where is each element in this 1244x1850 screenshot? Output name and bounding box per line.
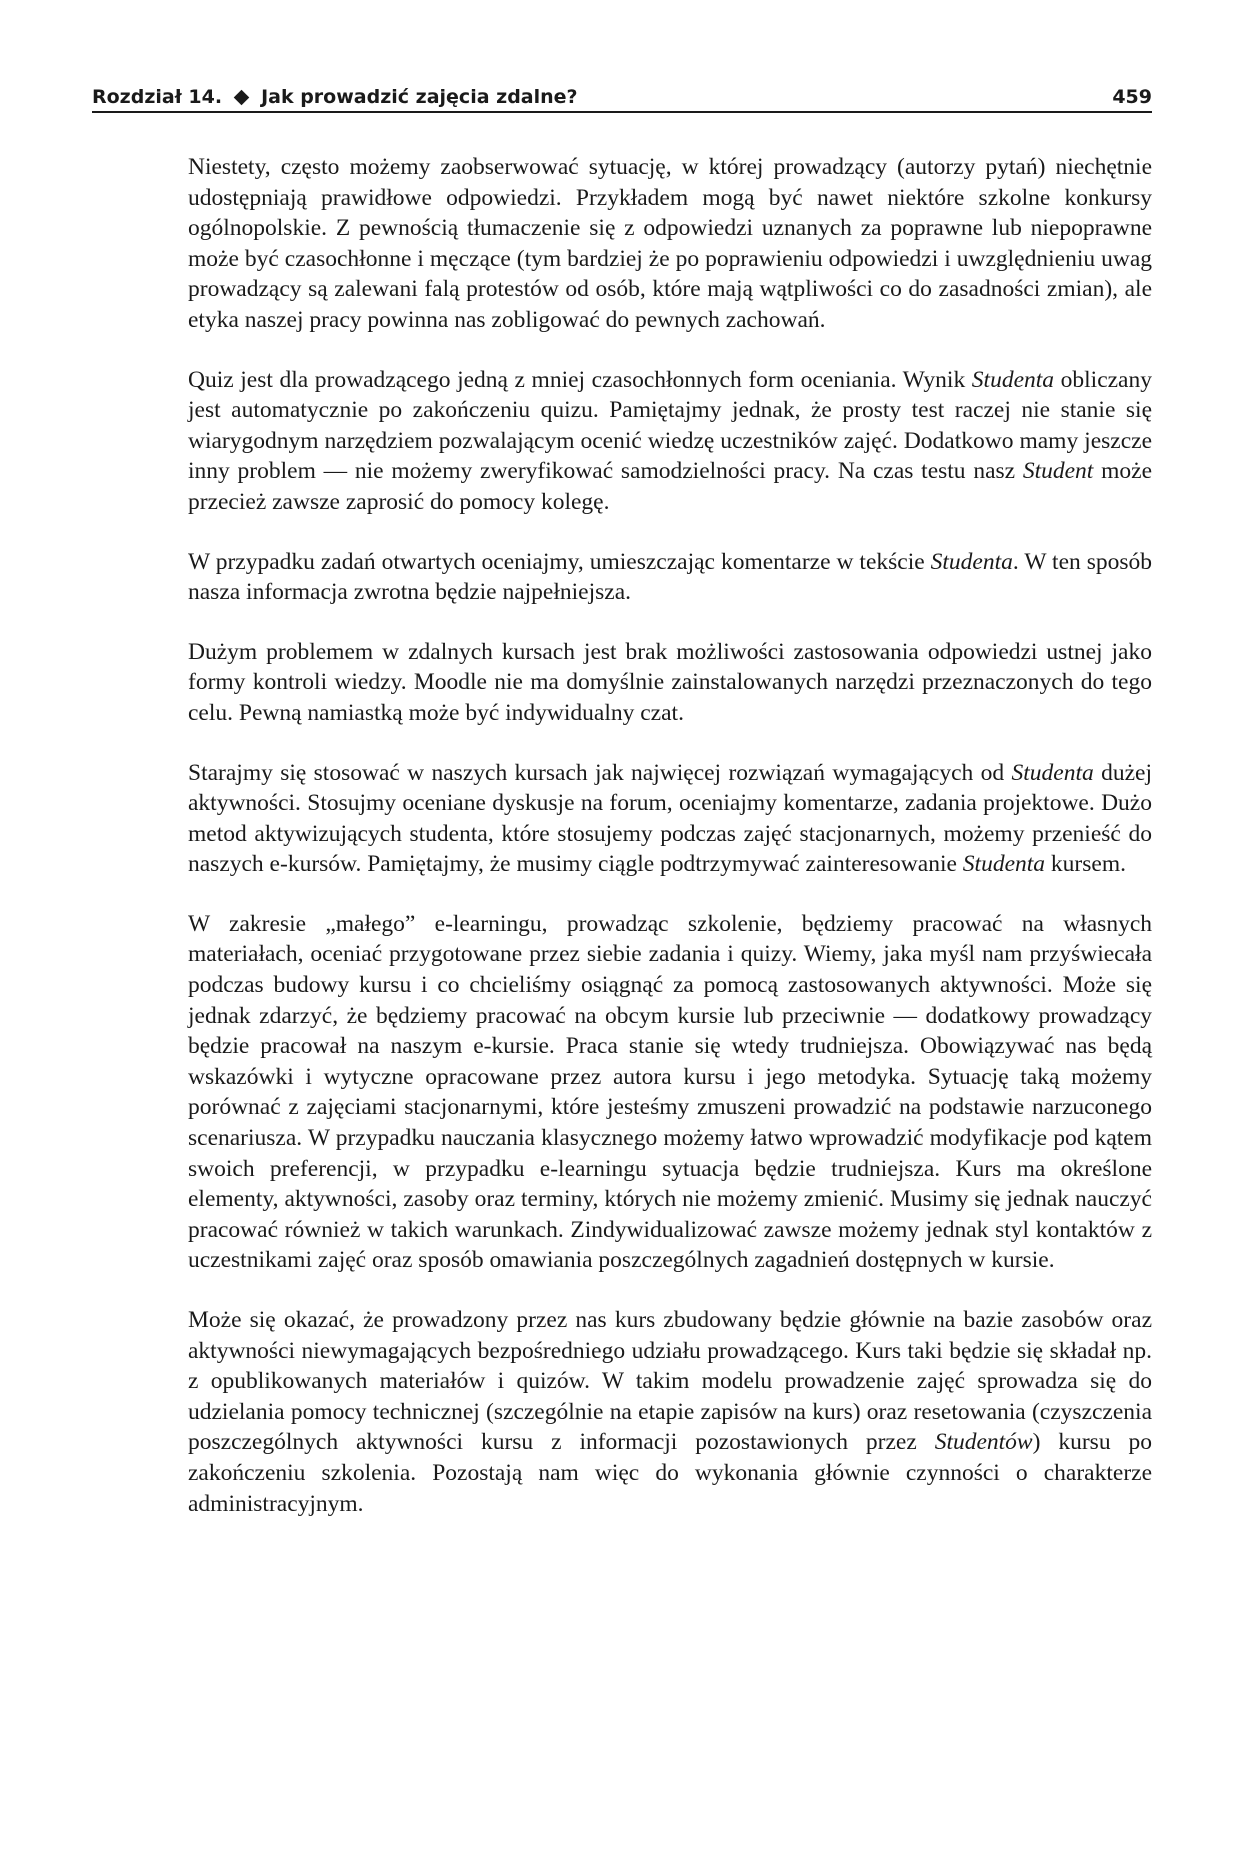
paragraph xyxy=(188,637,1152,729)
body-text xyxy=(188,152,1152,1548)
text-run: obliczany jest automatycznie po zakończeniu quizu. Pamiętajmy jednak, że prosty test raczej nie stanie się wiarygodnym narzędziem pozwalającym ocenić wiedzę uczestników zajęć. Dodatkowo mamy jeszcze inny problem — nie możemy zweryfikować samodzielności pracy. Na czas testu nasz xyxy=(188,366,1152,485)
italic-term: Studenta xyxy=(971,366,1055,393)
text-run: ) kursu po zakończeniu szkolenia. Pozostają nam więc do wykonania głównie czynności o charakterze administracyjnym. xyxy=(188,1429,1152,1517)
italic-term: Studenta xyxy=(962,851,1046,878)
chapter-title: Jak prowadzić zajęcia zdalne? xyxy=(261,86,578,108)
paragraph xyxy=(188,1305,1152,1519)
running-head-left xyxy=(92,86,578,108)
text-run: Quiz jest dla prowadzącego jedną z mniej czasochłonnych form oceniania. Wynik xyxy=(188,366,972,393)
text-run: W przypadku zadań otwartych oceniajmy, umieszczając komentarze w tekście xyxy=(188,548,931,575)
chapter-label: Rozdział 14. xyxy=(92,86,223,108)
italic-term: Studenta xyxy=(930,548,1013,575)
paragraph xyxy=(188,909,1152,1276)
italic-term: Student xyxy=(1022,458,1094,485)
text-run: W zakresie „małego” e-learningu, prowadząc szkolenie, będziemy pracować na własnych materiałach, oceniać przygotowane przez siebie zadania i quizy. Wiemy, jaka myśl nam przyświecała podczas budowy kursu i co chcieliśmy osiągnąć za pomocą zastosowanych aktywności. Może się jednak zdarzyć, że będziemy pracować na obcym kursie lub przeciwnie — dodatkowy prowadzący będzie pracował na naszym e-kursie. Praca stanie się wtedy trudniejsza. Obowiązywać nas będą wskazówki i wytyczne opracowane przez autora kursu i jego metodyka. Sytuację taką możemy porównać z zajęciami stacjonarnymi, które jesteśmy zmuszeni prowadzić na podstawie narzuconego scenariusza. W przypadku nauczania klasycznego możemy łatwo wprowadzić modyfikacje pod kątem swoich preferencji, w przypadku e-learningu sytuacja będzie trudniejsza. Kurs ma określone elementy, aktywności, zasoby oraz terminy, których nie możemy zmienić. Musimy się jednak nauczyć pracować również w takich warunkach. Zindywidualizować zawsze możemy jednak styl kontaktów z uczestnikami zajęć oraz sposób omawiania poszczególnych zagadnień dostępnych w kursie. xyxy=(188,910,1152,1274)
page-number: 459 xyxy=(1112,86,1152,108)
text-run: . W ten sposób nasza informacja zwrotna będzie najpełniejsza. xyxy=(188,548,1152,606)
text-run: dużej aktywności. Stosujmy oceniane dyskusje na forum, oceniajmy komentarze, zadania projektowe. Dużo metod aktywizujących studenta, które stosujemy podczas zajęć stacjonarnych, możemy przenieść do naszych e-kursów. Pamiętajmy, że musimy ciągle podtrzymywać zainteresowanie xyxy=(188,759,1152,878)
text-run: Dużym problemem w zdalnych kursach jest brak możliwości zastosowania odpowiedzi ustnej jako formy kontroli wiedzy. Moodle nie ma domyślnie zainstalowanych narzędzi przeznaczonych do tego celu. Pewną namiastką może być indywidualny czat. xyxy=(188,638,1152,726)
paragraph xyxy=(188,547,1152,608)
text-run: Może się okazać, że prowadzony przez nas kurs zbudowany będzie głównie na bazie zasobów oraz aktywności niewymagających bezpośredniego udziału prowadzącego. Kurs taki będzie się składał np. z opublikowanych materiałów i quizów. W takim modelu prowadzenie zajęć sprowadza się do udzielania pomocy technicznej (szczególnie na etapie zapisów na kurs) oraz resetowania (czyszczenia poszczególnych aktywności kursu z informacji pozostawionych przez xyxy=(188,1307,1152,1456)
italic-term: Studenta xyxy=(1011,759,1094,786)
diamond-bullet-icon xyxy=(234,90,250,106)
text-run: Niestety, często możemy zaobserwować sytuację, w której prowadzący (autorzy pytań) niechętnie udostępniają prawidłowe odpowiedzi. Przykładem mogą być nawet niektóre szkolne konkursy ogólnopolskie. Z pewnością tłumaczenie się z odpowiedzi uznanych za poprawne lub niepoprawne może być czasochłonne i męczące (tym bardziej że po poprawieniu odpowiedzi i uwzględnieniu uwag prowadzący są zalewani falą protestów od osób, które mają wątpliwości co do zasadności zmian), ale etyka naszej pracy powinna nas zobligować do pewnych zachowań. xyxy=(188,154,1152,333)
paragraph xyxy=(188,365,1152,518)
paragraph xyxy=(188,758,1152,880)
paragraph xyxy=(188,152,1152,336)
text-run: Starajmy się stosować w naszych kursach jak najwięcej rozwiązań wymagających od xyxy=(188,759,1012,786)
header-rule xyxy=(92,111,1152,113)
text-run: może przecież zawsze zaprosić do pomocy kolegę. xyxy=(188,458,1152,515)
italic-term: Studentów xyxy=(934,1429,1033,1456)
running-head xyxy=(92,78,1152,108)
text-run: kursem. xyxy=(1045,851,1126,878)
